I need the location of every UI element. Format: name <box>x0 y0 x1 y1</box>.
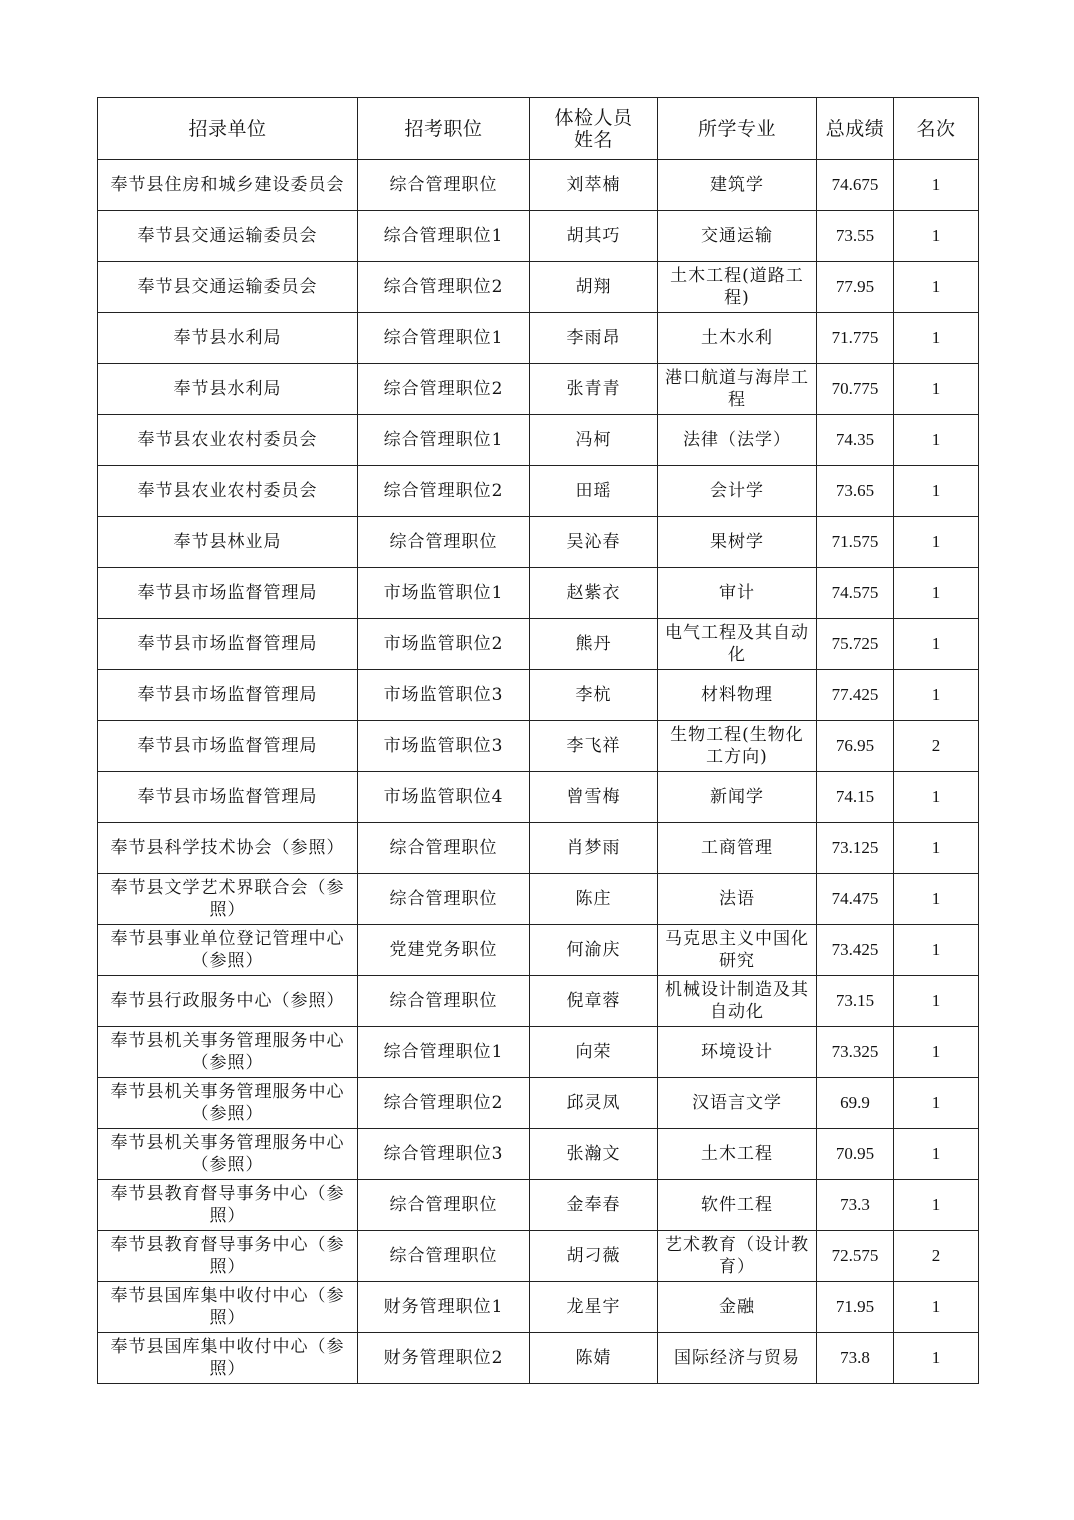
table-row <box>98 1027 979 1078</box>
major-cell: 生物工程(生物化工方向) <box>658 721 817 772</box>
table-row <box>98 721 979 772</box>
position-cell: 党建党务职位 <box>358 925 530 976</box>
major-cell: 土木工程 <box>658 1129 817 1180</box>
position-cell: 综合管理职位 <box>358 1231 530 1282</box>
table-row <box>98 466 979 517</box>
unit-cell: 奉节县水利局 <box>98 364 358 415</box>
score-cell: 73.325 <box>817 1027 894 1078</box>
score-cell: 71.775 <box>817 313 894 364</box>
name-cell: 李雨昂 <box>530 313 658 364</box>
position-cell: 市场监管职位3 <box>358 670 530 721</box>
name-cell: 张瀚文 <box>530 1129 658 1180</box>
rank-cell: 1 <box>894 415 979 466</box>
name-cell: 张青青 <box>530 364 658 415</box>
unit-cell: 奉节县水利局 <box>98 313 358 364</box>
position-cell: 综合管理职位1 <box>358 211 530 262</box>
name-cell: 邱灵凤 <box>530 1078 658 1129</box>
table-row <box>98 1231 979 1282</box>
major-cell: 电气工程及其自动化 <box>658 619 817 670</box>
major-cell: 汉语言文学 <box>658 1078 817 1129</box>
major-cell: 果树学 <box>658 517 817 568</box>
name-cell: 李杭 <box>530 670 658 721</box>
score-cell: 74.15 <box>817 772 894 823</box>
score-cell: 70.95 <box>817 1129 894 1180</box>
position-cell: 综合管理职位1 <box>358 1027 530 1078</box>
rank-cell: 1 <box>894 364 979 415</box>
unit-cell: 奉节县农业农村委员会 <box>98 415 358 466</box>
major-cell: 工商管理 <box>658 823 817 874</box>
table-row <box>98 211 979 262</box>
score-cell: 76.95 <box>817 721 894 772</box>
score-cell: 73.8 <box>817 1333 894 1384</box>
unit-cell: 奉节县市场监督管理局 <box>98 670 358 721</box>
rank-cell: 1 <box>894 976 979 1027</box>
major-cell: 环境设计 <box>658 1027 817 1078</box>
position-cell: 综合管理职位2 <box>358 364 530 415</box>
header-unit: 招录单位 <box>98 98 358 160</box>
rank-cell: 1 <box>894 568 979 619</box>
table-row <box>98 415 979 466</box>
position-cell: 综合管理职位3 <box>358 1129 530 1180</box>
rank-cell: 1 <box>894 313 979 364</box>
rank-cell: 1 <box>894 517 979 568</box>
score-cell: 73.55 <box>817 211 894 262</box>
major-cell: 港口航道与海岸工程 <box>658 364 817 415</box>
name-cell: 陈婧 <box>530 1333 658 1384</box>
table-row <box>98 1129 979 1180</box>
name-cell: 胡其巧 <box>530 211 658 262</box>
score-cell: 73.3 <box>817 1180 894 1231</box>
score-cell: 74.575 <box>817 568 894 619</box>
major-cell: 法律（法学） <box>658 415 817 466</box>
unit-cell: 奉节县农业农村委员会 <box>98 466 358 517</box>
position-cell: 市场监管职位3 <box>358 721 530 772</box>
score-cell: 73.425 <box>817 925 894 976</box>
score-cell: 69.9 <box>817 1078 894 1129</box>
score-cell: 71.575 <box>817 517 894 568</box>
score-cell: 74.475 <box>817 874 894 925</box>
unit-cell: 奉节县行政服务中心（参照） <box>98 976 358 1027</box>
table-row <box>98 925 979 976</box>
name-cell: 倪章蓉 <box>530 976 658 1027</box>
name-cell: 吴沁春 <box>530 517 658 568</box>
major-cell: 新闻学 <box>658 772 817 823</box>
unit-cell: 奉节县市场监督管理局 <box>98 619 358 670</box>
rank-cell: 1 <box>894 772 979 823</box>
table-row <box>98 1078 979 1129</box>
major-cell: 马克思主义中国化研究 <box>658 925 817 976</box>
unit-cell: 奉节县机关事务管理服务中心（参照） <box>98 1078 358 1129</box>
table-row <box>98 1333 979 1384</box>
rank-cell: 1 <box>894 670 979 721</box>
table-row <box>98 1282 979 1333</box>
position-cell: 综合管理职位 <box>358 517 530 568</box>
rank-cell: 1 <box>894 823 979 874</box>
rank-cell: 1 <box>894 1282 979 1333</box>
name-cell: 胡翔 <box>530 262 658 313</box>
name-cell: 曾雪梅 <box>530 772 658 823</box>
table-row <box>98 772 979 823</box>
name-cell: 胡刁薇 <box>530 1231 658 1282</box>
table-row <box>98 976 979 1027</box>
score-cell: 74.675 <box>817 160 894 211</box>
score-cell: 73.65 <box>817 466 894 517</box>
position-cell: 综合管理职位2 <box>358 262 530 313</box>
major-cell: 土木工程(道路工程) <box>658 262 817 313</box>
header-rank: 名次 <box>894 98 979 160</box>
rank-cell: 1 <box>894 262 979 313</box>
position-cell: 综合管理职位 <box>358 160 530 211</box>
position-cell: 综合管理职位1 <box>358 415 530 466</box>
table-row <box>98 823 979 874</box>
position-cell: 综合管理职位1 <box>358 313 530 364</box>
table-row <box>98 364 979 415</box>
name-cell: 向荣 <box>530 1027 658 1078</box>
position-cell: 市场监管职位2 <box>358 619 530 670</box>
unit-cell: 奉节县交通运输委员会 <box>98 262 358 313</box>
name-cell: 金奉春 <box>530 1180 658 1231</box>
position-cell: 综合管理职位 <box>358 976 530 1027</box>
position-cell: 财务管理职位2 <box>358 1333 530 1384</box>
score-cell: 72.575 <box>817 1231 894 1282</box>
unit-cell: 奉节县文学艺术界联合会（参照） <box>98 874 358 925</box>
name-cell: 冯柯 <box>530 415 658 466</box>
rank-cell: 2 <box>894 721 979 772</box>
score-cell: 73.125 <box>817 823 894 874</box>
major-cell: 金融 <box>658 1282 817 1333</box>
table-row <box>98 619 979 670</box>
rank-cell: 1 <box>894 211 979 262</box>
name-cell: 熊丹 <box>530 619 658 670</box>
header-row <box>98 98 979 160</box>
header-score: 总成绩 <box>817 98 894 160</box>
table-row <box>98 160 979 211</box>
unit-cell: 奉节县市场监督管理局 <box>98 721 358 772</box>
rank-cell: 1 <box>894 1180 979 1231</box>
unit-cell: 奉节县林业局 <box>98 517 358 568</box>
unit-cell: 奉节县住房和城乡建设委员会 <box>98 160 358 211</box>
header-major: 所学专业 <box>658 98 817 160</box>
unit-cell: 奉节县市场监督管理局 <box>98 568 358 619</box>
unit-cell: 奉节县国库集中收付中心（参照） <box>98 1333 358 1384</box>
unit-cell: 奉节县教育督导事务中心（参照） <box>98 1231 358 1282</box>
major-cell: 交通运输 <box>658 211 817 262</box>
rank-cell: 1 <box>894 925 979 976</box>
table-row <box>98 262 979 313</box>
score-cell: 70.775 <box>817 364 894 415</box>
position-cell: 财务管理职位1 <box>358 1282 530 1333</box>
score-cell: 73.15 <box>817 976 894 1027</box>
major-cell: 会计学 <box>658 466 817 517</box>
rank-cell: 2 <box>894 1231 979 1282</box>
major-cell: 材料物理 <box>658 670 817 721</box>
major-cell: 审计 <box>658 568 817 619</box>
unit-cell: 奉节县教育督导事务中心（参照） <box>98 1180 358 1231</box>
table-row <box>98 568 979 619</box>
rank-cell: 1 <box>894 1027 979 1078</box>
unit-cell: 奉节县科学技术协会（参照） <box>98 823 358 874</box>
table-row <box>98 517 979 568</box>
unit-cell: 奉节县国库集中收付中心（参照） <box>98 1282 358 1333</box>
score-cell: 75.725 <box>817 619 894 670</box>
rank-cell: 1 <box>894 874 979 925</box>
rank-cell: 1 <box>894 160 979 211</box>
position-cell: 综合管理职位 <box>358 1180 530 1231</box>
unit-cell: 奉节县交通运输委员会 <box>98 211 358 262</box>
name-cell: 陈庄 <box>530 874 658 925</box>
rank-cell: 1 <box>894 619 979 670</box>
table-body <box>98 160 979 1384</box>
name-cell: 肖梦雨 <box>530 823 658 874</box>
rank-cell: 1 <box>894 466 979 517</box>
major-cell: 建筑学 <box>658 160 817 211</box>
table-row <box>98 313 979 364</box>
position-cell: 综合管理职位2 <box>358 466 530 517</box>
unit-cell: 奉节县机关事务管理服务中心（参照） <box>98 1129 358 1180</box>
position-cell: 综合管理职位 <box>358 823 530 874</box>
score-cell: 74.35 <box>817 415 894 466</box>
table-row <box>98 874 979 925</box>
unit-cell: 奉节县事业单位登记管理中心（参照） <box>98 925 358 976</box>
rank-cell: 1 <box>894 1129 979 1180</box>
position-cell: 综合管理职位2 <box>358 1078 530 1129</box>
rank-cell: 1 <box>894 1333 979 1384</box>
results-table <box>97 97 979 1384</box>
rank-cell: 1 <box>894 1078 979 1129</box>
header-position: 招考职位 <box>358 98 530 160</box>
name-cell: 赵紫衣 <box>530 568 658 619</box>
name-cell: 田瑶 <box>530 466 658 517</box>
table-row <box>98 670 979 721</box>
position-cell: 市场监管职位4 <box>358 772 530 823</box>
major-cell: 机械设计制造及其自动化 <box>658 976 817 1027</box>
name-cell: 龙星宇 <box>530 1282 658 1333</box>
unit-cell: 奉节县机关事务管理服务中心（参照） <box>98 1027 358 1078</box>
major-cell: 土木水利 <box>658 313 817 364</box>
unit-cell: 奉节县市场监督管理局 <box>98 772 358 823</box>
major-cell: 艺术教育（设计教育） <box>658 1231 817 1282</box>
name-cell: 何渝庆 <box>530 925 658 976</box>
name-cell: 李飞祥 <box>530 721 658 772</box>
score-cell: 77.95 <box>817 262 894 313</box>
position-cell: 市场监管职位1 <box>358 568 530 619</box>
name-cell: 刘萃楠 <box>530 160 658 211</box>
table-row <box>98 1180 979 1231</box>
position-cell: 综合管理职位 <box>358 874 530 925</box>
major-cell: 法语 <box>658 874 817 925</box>
score-cell: 71.95 <box>817 1282 894 1333</box>
major-cell: 国际经济与贸易 <box>658 1333 817 1384</box>
major-cell: 软件工程 <box>658 1180 817 1231</box>
header-name: 体检人员姓名 <box>530 98 658 160</box>
score-cell: 77.425 <box>817 670 894 721</box>
